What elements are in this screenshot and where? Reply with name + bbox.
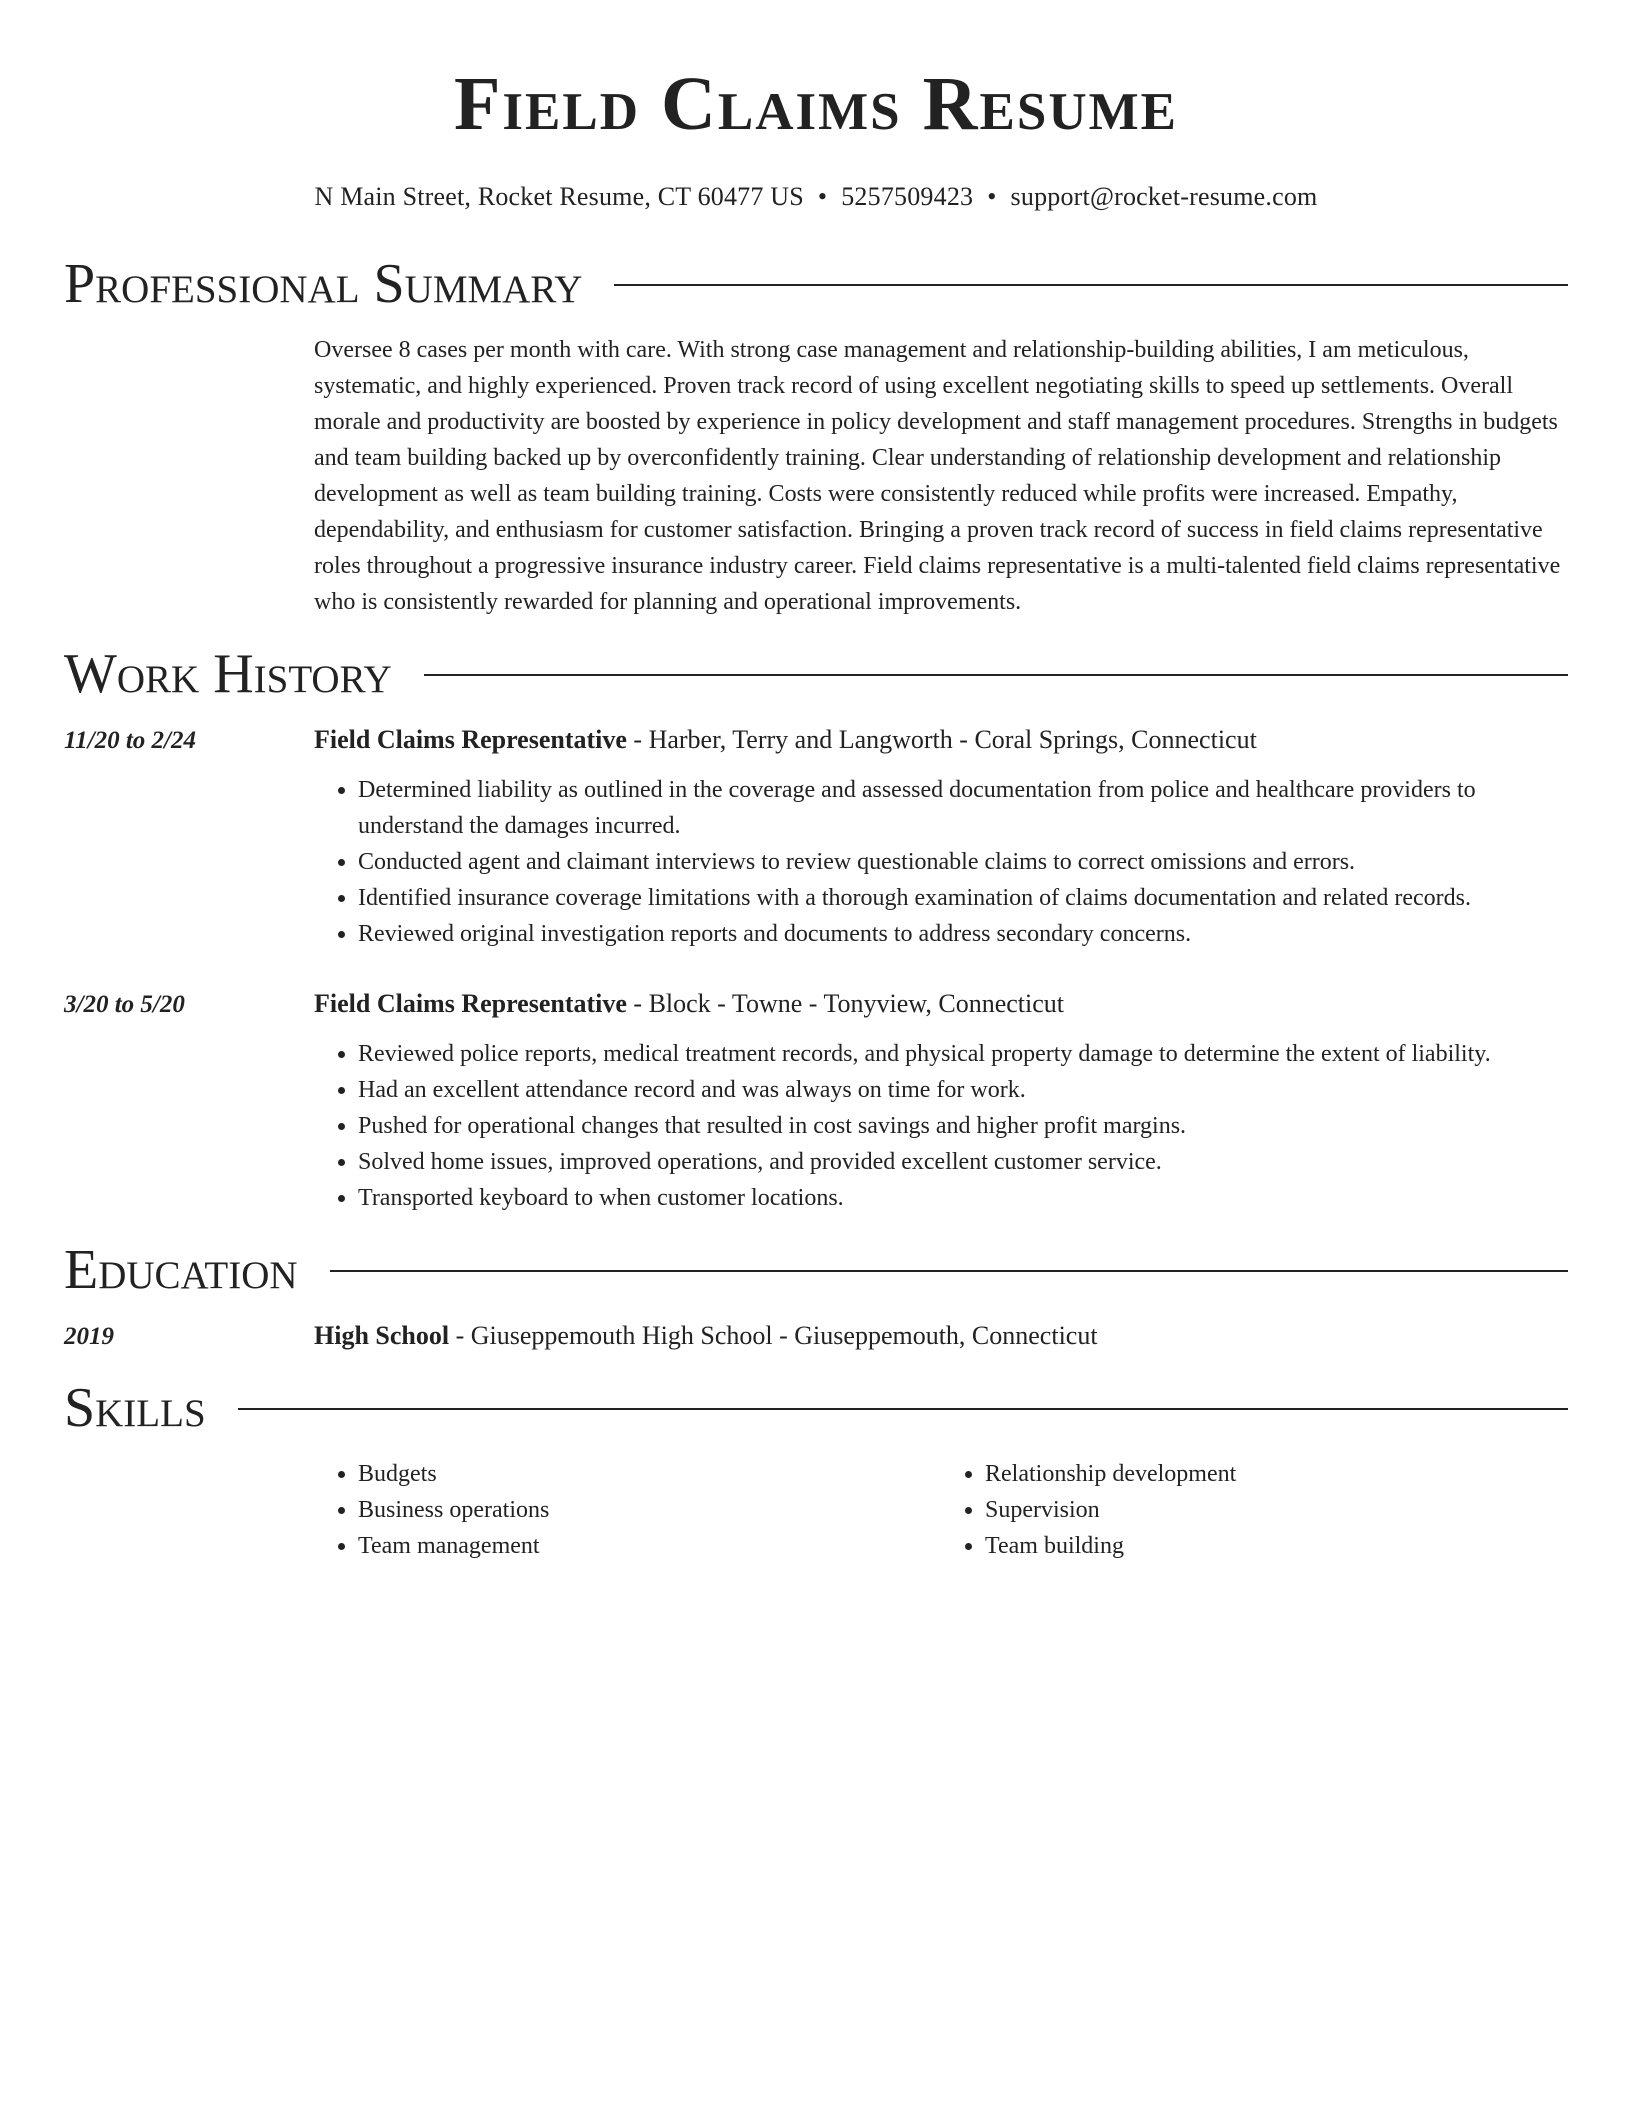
list-item: • Solved home issues, improved operations, and provided excellent customer service. <box>358 1144 1568 1180</box>
list-item: • Budgets <box>358 1456 941 1492</box>
job-bullets <box>314 772 1568 952</box>
job-header <box>314 986 1568 1022</box>
skills-section-header <box>64 1377 1568 1439</box>
skills-left-spacer <box>64 1436 314 1564</box>
job-bullets <box>314 1036 1568 1216</box>
job-role: Field Claims Representative <box>314 725 627 754</box>
job-body <box>314 722 1568 952</box>
job-details: - Harber, Terry and Langworth - Coral Springs, Connecticut <box>626 725 1257 754</box>
education-section-title: Education <box>64 1239 298 1301</box>
list-item: • Had an excellent attendance record and was always on time for work. <box>358 1072 1568 1108</box>
summary-text: Oversee 8 cases per month with care. With strong case management and relationship-building abilities, I am meticulous, systematic, and highly experienced. Proven track record of using excellent negotiating skills to speed up settlements. Overall morale and productivity are boosted by experience in policy development and staff management procedures. Strengths in budgets and team building backed up by overconfidently training. Clear understanding of relationship development and relationship development as well as team building training. Costs were consistently reduced while profits were increased. Empathy, dependability, and enthusiasm for customer satisfaction. Bringing a proven track record of success in field claims representative roles throughout a progressive insurance industry career. Field claims representative is a multi-talented field claims representative who is consistently rewarded for planning and operational improvements. <box>314 337 1561 615</box>
skills-columns <box>314 1456 1568 1564</box>
contact-separator: • <box>817 182 828 211</box>
summary-section-header <box>64 253 1568 315</box>
list-item: • Relationship development <box>985 1456 1568 1492</box>
contact-phone: 5257509423 <box>841 182 974 211</box>
list-item: • Identified insurance coverage limitations with a thorough examination of claims documentation and related records. <box>358 880 1568 916</box>
skills-section-title: Skills <box>64 1377 206 1439</box>
work-section-header <box>64 643 1568 705</box>
education-entry <box>64 1318 1568 1354</box>
education-details: - Giuseppemouth High School - Giuseppemouth, Connecticut <box>449 1321 1098 1350</box>
job-dates: 11/20 to 2/24 <box>64 727 196 754</box>
section-divider <box>424 674 1568 676</box>
list-item: • Transported keyboard to when customer locations. <box>358 1180 1568 1216</box>
list-item: • Reviewed police reports, medical treatment records, and physical property damage to determine the extent of liability. <box>358 1036 1568 1072</box>
job-details: - Block - Towne - Tonyview, Connecticut <box>626 989 1064 1018</box>
section-divider <box>330 1270 1568 1272</box>
job-entry <box>64 986 1568 1216</box>
education-degree: High School <box>314 1321 450 1350</box>
section-divider <box>614 284 1568 286</box>
education-body <box>314 1318 1568 1354</box>
list-item: • Conducted agent and claimant interviews to review questionable claims to correct omissions and errors. <box>358 844 1568 880</box>
summary-section-title: Professional Summary <box>64 253 583 315</box>
contact-line <box>64 182 1568 212</box>
education-year: 2019 <box>64 1323 114 1350</box>
job-body <box>314 986 1568 1216</box>
education-section-header <box>64 1239 1568 1301</box>
skills-list-right <box>941 1456 1568 1564</box>
resume-name: Field Claims Resume <box>453 62 1179 146</box>
job-dates: 3/20 to 5/20 <box>64 991 185 1018</box>
summary-row <box>64 312 1568 620</box>
job-header <box>314 722 1568 758</box>
summary-left-spacer <box>64 312 314 620</box>
list-item: • Pushed for operational changes that resulted in cost savings and higher profit margins. <box>358 1108 1568 1144</box>
contact-email[interactable]: support@rocket-resume.com <box>1010 182 1318 211</box>
list-item: • Business operations <box>358 1492 941 1528</box>
skills-list-left <box>314 1456 941 1564</box>
work-section-title: Work History <box>64 643 392 705</box>
list-item: • Determined liability as outlined in the coverage and assessed documentation from police and healthcare providers to understand the damages incurred. <box>358 772 1568 844</box>
list-item: • Team management <box>358 1528 941 1564</box>
list-item: • Reviewed original investigation reports and documents to address secondary concerns. <box>358 916 1568 952</box>
list-item: • Team building <box>985 1528 1568 1564</box>
section-divider <box>238 1408 1568 1410</box>
list-item: • Supervision <box>985 1492 1568 1528</box>
job-entry <box>64 722 1568 952</box>
job-role: Field Claims Representative <box>314 989 627 1018</box>
contact-separator: • <box>987 182 997 211</box>
contact-address: N Main Street, Rocket Resume, CT 60477 US <box>314 182 804 211</box>
skills-row <box>64 1436 1568 1564</box>
